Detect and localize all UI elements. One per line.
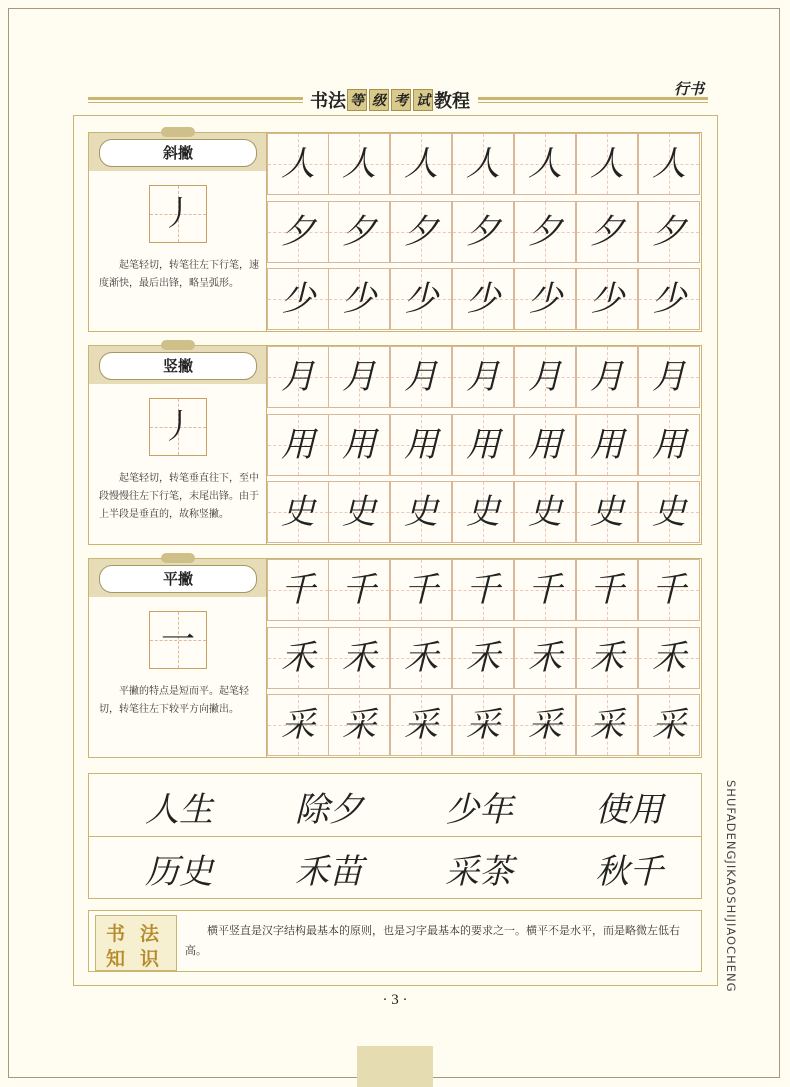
practice-char: 史 — [528, 492, 562, 532]
practice-cell — [514, 627, 576, 689]
practice-char: 千 — [466, 570, 500, 610]
header-rule-left-thin — [88, 102, 303, 103]
practice-cell — [452, 201, 514, 263]
practice-cell — [576, 268, 638, 330]
practice-char: 月 — [590, 357, 624, 397]
practice-char: 禾 — [281, 638, 315, 678]
practice-char: 人 — [590, 144, 624, 184]
practice-cell — [576, 201, 638, 263]
practice-cell — [514, 346, 576, 408]
practice-cell — [576, 346, 638, 408]
practice-row — [267, 627, 701, 689]
stroke-demo-glyph: 一 — [161, 620, 195, 660]
title-brick-4: 试 — [413, 89, 433, 111]
practice-cell — [576, 627, 638, 689]
practice-char: 采 — [466, 705, 500, 745]
phrase-item: 使用 — [595, 790, 663, 830]
stroke-demo-glyph: 丿 — [161, 194, 195, 234]
practice-char: 采 — [528, 705, 562, 745]
practice-char: 人 — [652, 144, 686, 184]
practice-cell — [452, 481, 514, 543]
practice-char: 月 — [466, 357, 500, 397]
practice-cell — [328, 133, 390, 195]
practice-cell — [452, 559, 514, 621]
practice-cell — [267, 559, 329, 621]
logo-char-1: 书 — [106, 923, 126, 945]
page-number: · 3 · — [382, 992, 408, 1008]
practice-cell — [514, 481, 576, 543]
section-info-panel — [89, 133, 267, 331]
practice-cell — [390, 201, 452, 263]
practice-cell — [328, 346, 390, 408]
practice-char: 人 — [404, 144, 438, 184]
practice-char: 千 — [652, 570, 686, 610]
practice-char: 人 — [342, 144, 376, 184]
practice-char: 夕 — [342, 212, 376, 252]
practice-cell — [328, 414, 390, 476]
knowledge-text: 横平竖直是汉字结构最基本的原则，也是习字最基本的要求之一。横平不是水平，而是略微左低右高。 — [185, 924, 680, 957]
practice-cell — [638, 481, 700, 543]
stroke-demo-glyph: 丿 — [161, 407, 195, 447]
practice-char: 采 — [590, 705, 624, 745]
practice-char: 少 — [404, 279, 438, 319]
practice-cell — [328, 201, 390, 263]
practice-char: 禾 — [342, 638, 376, 678]
practice-char: 禾 — [590, 638, 624, 678]
practice-char: 用 — [590, 425, 624, 465]
practice-char: 月 — [342, 357, 376, 397]
practice-char: 千 — [404, 570, 438, 610]
practice-char: 千 — [528, 570, 562, 610]
practice-char: 用 — [466, 425, 500, 465]
practice-cell — [638, 201, 700, 263]
practice-char: 月 — [281, 357, 315, 397]
stroke-demo-box — [149, 398, 207, 456]
practice-cell — [390, 346, 452, 408]
practice-cell — [576, 694, 638, 756]
bottom-tab — [357, 1046, 433, 1087]
practice-cell — [638, 346, 700, 408]
practice-char: 禾 — [404, 638, 438, 678]
practice-cell — [390, 133, 452, 195]
practice-char: 用 — [281, 425, 315, 465]
practice-char: 月 — [528, 357, 562, 397]
practice-char: 禾 — [466, 638, 500, 678]
section-title: 平撇 — [99, 565, 257, 593]
practice-grid — [267, 133, 701, 331]
practice-cell — [390, 268, 452, 330]
practice-cell — [638, 694, 700, 756]
practice-char: 采 — [281, 705, 315, 745]
practice-char: 史 — [342, 492, 376, 532]
title-text-2: 教程 — [434, 91, 470, 112]
stroke-demo-box — [149, 185, 207, 243]
calligraphy-knowledge-box — [88, 910, 702, 972]
phrase-item: 秋千 — [595, 852, 663, 892]
phrase-divider — [89, 836, 701, 837]
script-style-label: 行书 — [673, 80, 704, 98]
practice-cell — [514, 559, 576, 621]
practice-row — [267, 133, 701, 195]
header-rule-right-thin — [478, 102, 708, 103]
practice-cell — [638, 414, 700, 476]
phrase-item: 历史 — [145, 852, 213, 892]
practice-cell — [514, 414, 576, 476]
practice-char: 史 — [652, 492, 686, 532]
practice-cell — [576, 559, 638, 621]
phrase-item: 少年 — [445, 790, 513, 830]
practice-char: 少 — [528, 279, 562, 319]
practice-cell — [452, 133, 514, 195]
practice-cell — [390, 694, 452, 756]
practice-cell — [267, 627, 329, 689]
practice-char: 少 — [342, 279, 376, 319]
practice-char: 夕 — [528, 212, 562, 252]
practice-char: 千 — [281, 570, 315, 610]
practice-char: 少 — [652, 279, 686, 319]
stroke-section — [88, 132, 702, 332]
practice-char: 采 — [404, 705, 438, 745]
practice-cell — [328, 268, 390, 330]
practice-cell — [390, 414, 452, 476]
practice-char: 史 — [404, 492, 438, 532]
practice-char: 少 — [466, 279, 500, 319]
knowledge-logo — [95, 915, 177, 971]
practice-char: 用 — [652, 425, 686, 465]
practice-char: 用 — [404, 425, 438, 465]
title-brick-1: 等 — [347, 89, 367, 111]
practice-cell — [267, 414, 329, 476]
practice-char: 夕 — [590, 212, 624, 252]
header-rule-left — [88, 97, 303, 100]
stroke-description: 平撇的特点是短而平。起笔轻切，转笔往左下较平方向撇出。 — [99, 686, 249, 715]
practice-cell — [390, 627, 452, 689]
practice-cell — [638, 133, 700, 195]
side-pinyin-text: SHUFADENGJIKAOSHIJIAOCHENG — [724, 780, 738, 993]
practice-cell — [638, 559, 700, 621]
practice-cell — [576, 481, 638, 543]
section-info-panel — [89, 559, 267, 757]
practice-cell — [390, 481, 452, 543]
ornament-icon — [161, 340, 195, 350]
phrase-item: 禾苗 — [295, 852, 363, 892]
practice-char: 禾 — [528, 638, 562, 678]
practice-row — [267, 481, 701, 543]
practice-cell — [576, 133, 638, 195]
practice-cell — [328, 694, 390, 756]
practice-char: 人 — [281, 144, 315, 184]
ornament-icon — [161, 553, 195, 563]
practice-char: 史 — [590, 492, 624, 532]
practice-row — [267, 268, 701, 330]
title-text-1: 书法 — [310, 91, 346, 112]
practice-cell — [576, 414, 638, 476]
phrase-item: 人生 — [145, 790, 213, 830]
practice-char: 用 — [528, 425, 562, 465]
title-brick-2: 级 — [369, 89, 389, 111]
practice-grid — [267, 346, 701, 544]
practice-char: 少 — [590, 279, 624, 319]
section-title: 竖撇 — [99, 352, 257, 380]
practice-char: 采 — [652, 705, 686, 745]
practice-grid — [267, 559, 701, 757]
practice-char: 史 — [281, 492, 315, 532]
practice-char: 少 — [281, 279, 315, 319]
practice-char: 采 — [342, 705, 376, 745]
practice-cell — [267, 481, 329, 543]
logo-char-2: 法 — [140, 923, 160, 945]
practice-char: 月 — [652, 357, 686, 397]
section-info-panel — [89, 346, 267, 544]
practice-row — [267, 414, 701, 476]
practice-row — [267, 694, 701, 756]
phrase-item: 采茶 — [445, 852, 513, 892]
practice-row — [267, 346, 701, 408]
practice-cell — [638, 627, 700, 689]
practice-cell — [514, 694, 576, 756]
practice-cell — [267, 133, 329, 195]
practice-row — [267, 201, 701, 263]
logo-char-3: 知 — [106, 948, 126, 970]
section-title: 斜撇 — [99, 139, 257, 167]
practice-cell — [452, 268, 514, 330]
practice-char: 禾 — [652, 638, 686, 678]
stroke-section — [88, 345, 702, 545]
practice-cell — [328, 627, 390, 689]
practice-cell — [514, 201, 576, 263]
practice-char: 夕 — [652, 212, 686, 252]
stroke-demo-box — [149, 611, 207, 669]
practice-cell — [390, 559, 452, 621]
practice-cell — [514, 268, 576, 330]
book-title — [310, 86, 490, 114]
practice-char: 人 — [466, 144, 500, 184]
practice-char: 夕 — [281, 212, 315, 252]
title-brick-3: 考 — [391, 89, 411, 111]
practice-cell — [328, 559, 390, 621]
practice-cell — [267, 346, 329, 408]
practice-cell — [267, 694, 329, 756]
practice-row — [267, 559, 701, 621]
practice-char: 史 — [466, 492, 500, 532]
phrase-practice-box — [88, 773, 702, 899]
practice-char: 千 — [342, 570, 376, 610]
practice-cell — [452, 694, 514, 756]
practice-char: 千 — [590, 570, 624, 610]
stroke-description: 起笔轻切，转笔往左下行笔，速度渐快，最后出锋，略呈弧形。 — [99, 260, 259, 289]
stroke-section — [88, 558, 702, 758]
practice-char: 月 — [404, 357, 438, 397]
phrase-item: 除夕 — [295, 790, 363, 830]
practice-cell — [452, 627, 514, 689]
practice-char: 夕 — [404, 212, 438, 252]
practice-char: 用 — [342, 425, 376, 465]
practice-cell — [328, 481, 390, 543]
practice-cell — [638, 268, 700, 330]
practice-cell — [267, 268, 329, 330]
practice-char: 人 — [528, 144, 562, 184]
stroke-description: 起笔轻切，转笔垂直往下，至中段慢慢往左下行笔，末尾出锋。由于上半段是垂直的，故称竖撇。 — [99, 473, 259, 520]
practice-cell — [267, 201, 329, 263]
practice-cell — [452, 414, 514, 476]
practice-cell — [514, 133, 576, 195]
practice-char: 夕 — [466, 212, 500, 252]
practice-cell — [452, 346, 514, 408]
logo-char-4: 识 — [140, 948, 160, 970]
ornament-icon — [161, 127, 195, 137]
